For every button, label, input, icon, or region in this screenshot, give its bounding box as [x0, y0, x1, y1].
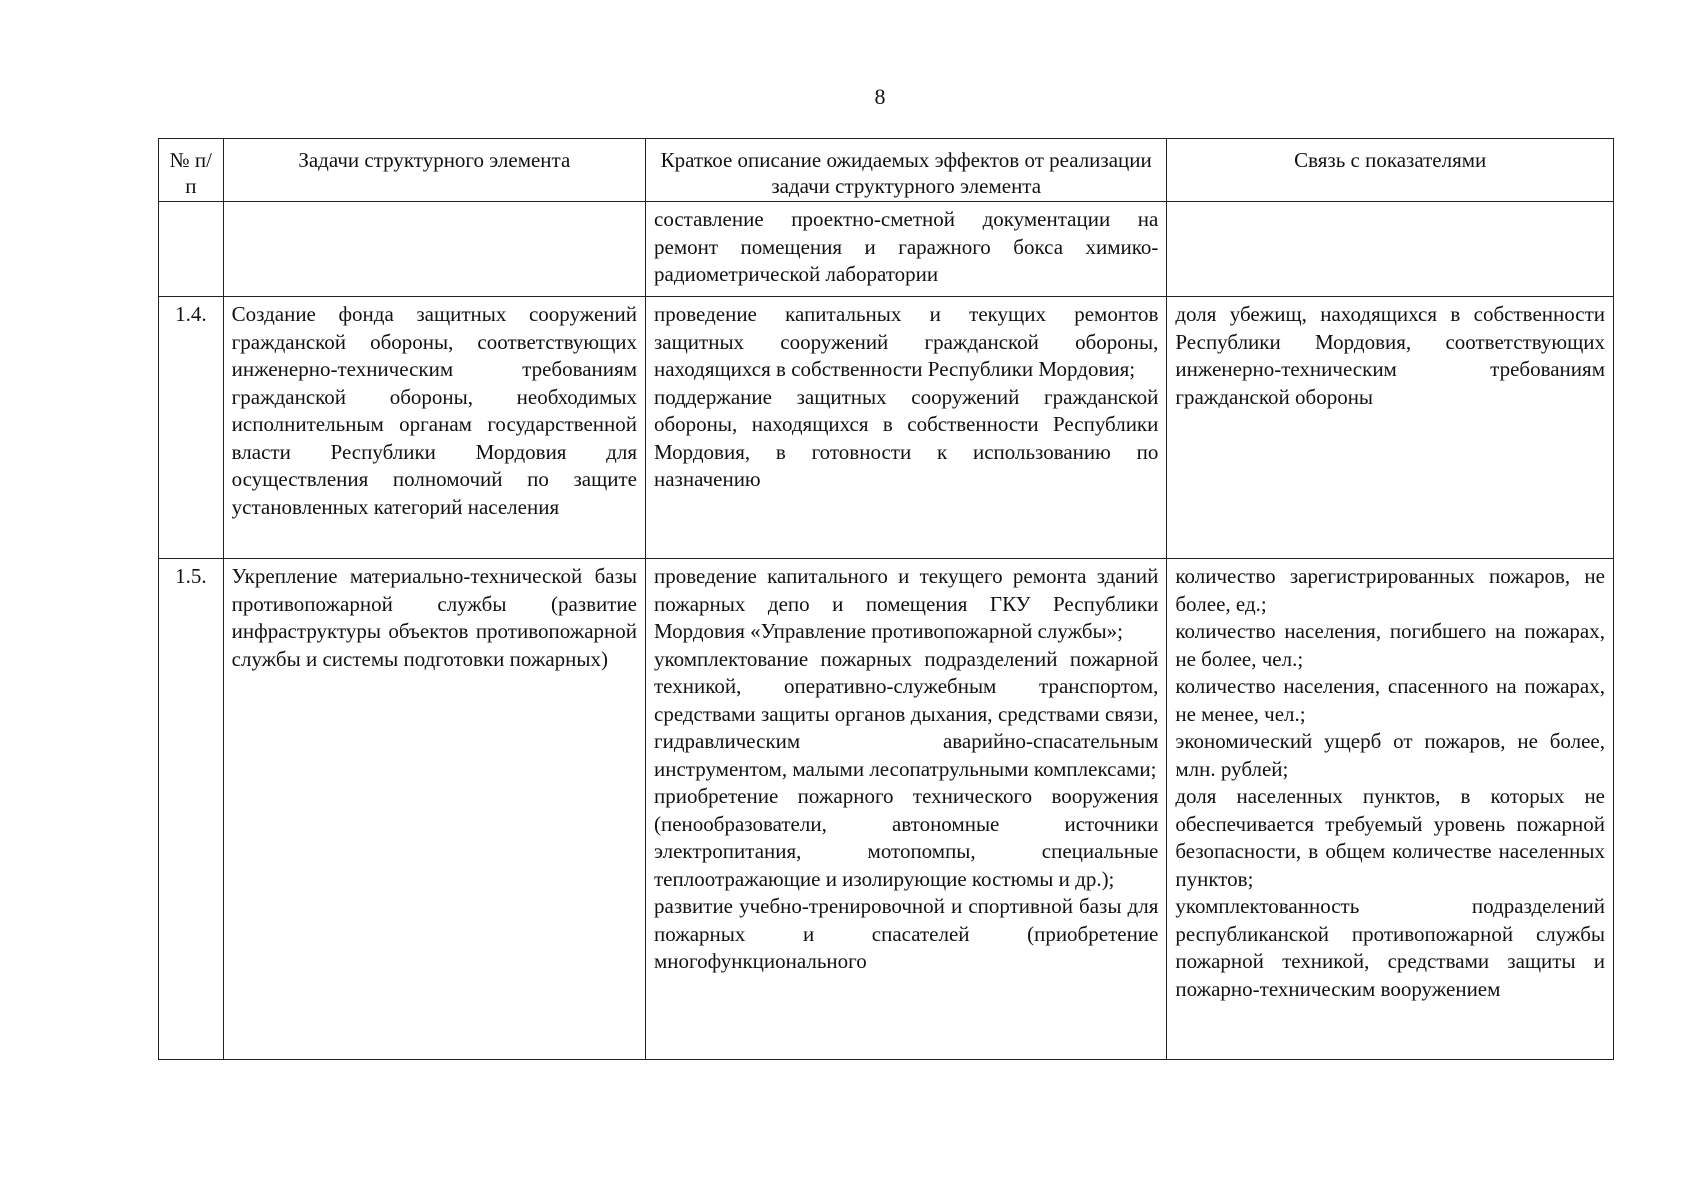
page-number: 8 [874, 84, 886, 109]
effect-item: укомплектование пожарных подразделений пожарной техникой, оперативно-служебным транспортом, средствами защиты органов дыхания, средствами связи, гидравлическим аварийно-спасательным инструментом, малыми лесопатрульными комплексами; [654, 646, 1159, 781]
row-num [159, 202, 224, 297]
row-num: 1.5. [159, 559, 224, 1060]
row-link [1167, 202, 1614, 297]
link-item: экономический ущерб от пожаров, не более, млн. рублей; [1175, 729, 1605, 781]
effect-item: проведение капитальных и текущих ремонтов защитных сооружений гражданской обороны, находящихся в собственности Республики Мордовия; [654, 302, 1159, 381]
row-link [1167, 559, 1614, 1060]
header-effect: Краткое описание ожидаемых эффектов от реализации задачи структурного элемента [646, 139, 1167, 202]
link-item: количество зарегистрированных пожаров, не более, ед.; [1175, 564, 1605, 616]
row-task: Создание фонда защитных сооружений гражданской обороны, соответствующих инженерно-техническим требованиям гражданской обороны, необходимых исполнительным органам государственной власти Республики Мордовия для осуществления полномочий по защите установленных категорий населения [223, 297, 645, 559]
link-item: доля убежищ, находящихся в собственности Республики Мордовия, соответствующих инженерно-техническим требованиям гражданской обороны [1175, 302, 1605, 409]
header-link: Связь с показателями [1167, 139, 1614, 202]
row-effect [646, 202, 1167, 297]
effect-item: составление проектно-сметной документации на ремонт помещения и гаражного бокса химико-радиометрической лаборатории [654, 207, 1159, 286]
table-row [159, 559, 1614, 1060]
header-num: № п/п [159, 139, 224, 202]
table-header-row [159, 139, 1614, 202]
header-task: Задачи структурного элемента [223, 139, 645, 202]
row-num: 1.4. [159, 297, 224, 559]
structural-element-table [158, 138, 1614, 1060]
row-link [1167, 297, 1614, 559]
link-item: укомплектованность подразделений республиканской противопожарной службы пожарной техникой, средствами защиты и пожарно-техническим вооружением [1175, 894, 1605, 1001]
effect-item: развитие учебно-тренировочной и спортивной базы для пожарных и спасателей (приобретение многофункционального [654, 894, 1159, 973]
effect-item: поддержание защитных сооружений гражданской обороны, находящихся в собственности Республики Мордовия, в готовности к использованию по назначению [654, 384, 1159, 491]
row-effect [646, 297, 1167, 559]
table-row [159, 297, 1614, 559]
link-item: количество населения, спасенного на пожарах, не менее, чел.; [1175, 674, 1605, 726]
effect-item: проведение капитального и текущего ремонта зданий пожарных депо и помещения ГКУ Республики Мордовия «Управление противопожарной службы»; [654, 564, 1159, 643]
table-row [159, 202, 1614, 297]
effect-item: приобретение пожарного технического вооружения (пенообразователи, автономные источники электропитания, мотопомпы, специальные теплоотражающие и изолирующие костюмы и др.); [654, 784, 1159, 891]
link-item: доля населенных пунктов, в которых не обеспечивается требуемый уровень пожарной безопасности, в общем количестве населенных пунктов; [1175, 784, 1605, 891]
row-task: Укрепление материально-технической базы противопожарной службы (развитие инфраструктуры объектов противопожарной службы и системы подготовки пожарных) [223, 559, 645, 1060]
link-item: количество населения, погибшего на пожарах, не более, чел.; [1175, 619, 1605, 671]
row-effect [646, 559, 1167, 1060]
row-task [223, 202, 645, 297]
